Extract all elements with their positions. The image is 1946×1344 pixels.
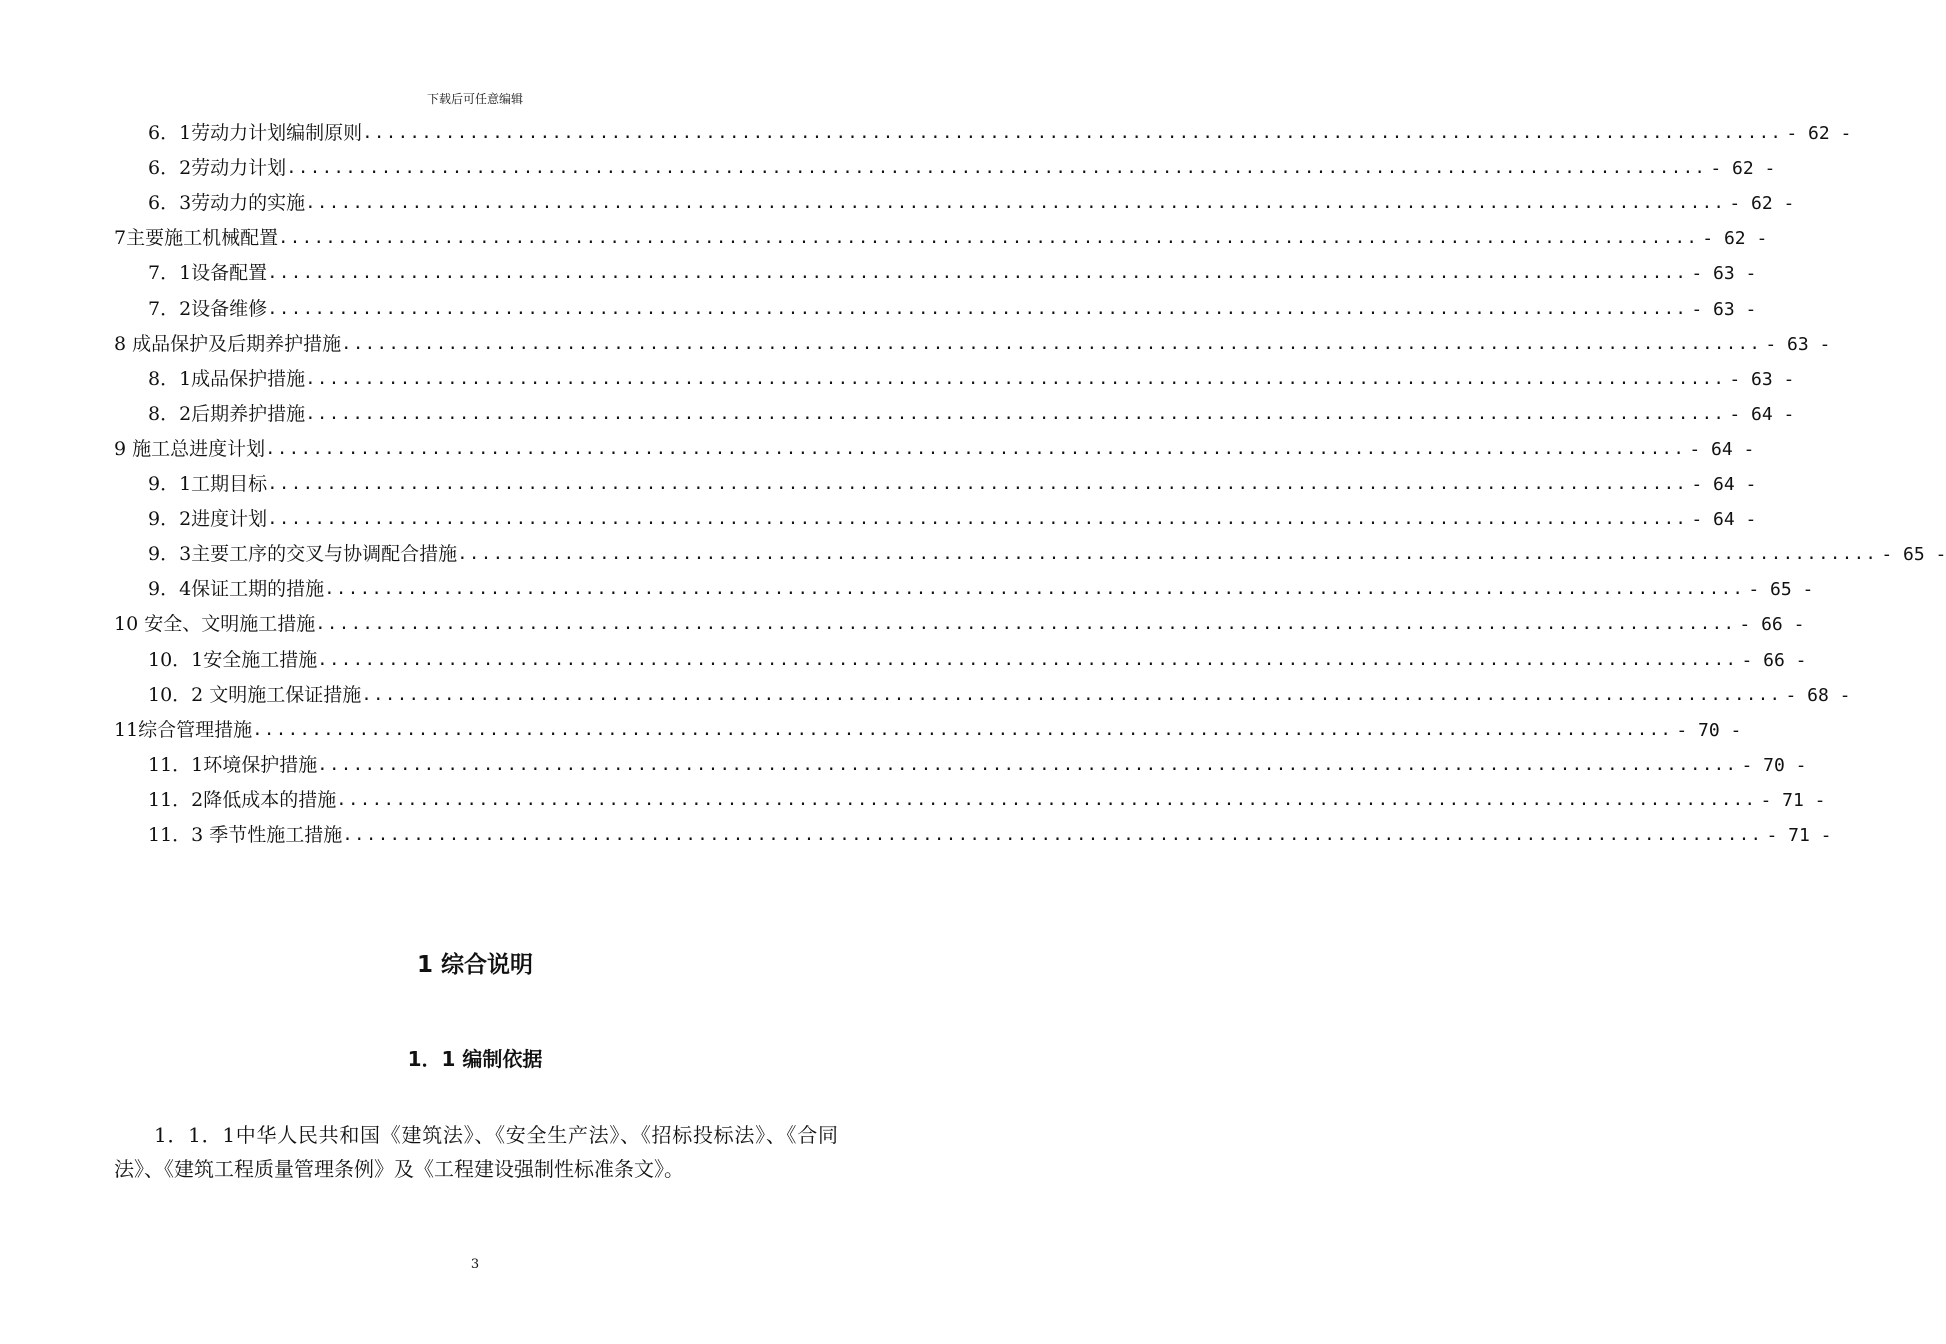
- toc-entry[interactable]: [114, 678, 1851, 713]
- toc-entry[interactable]: [114, 748, 1807, 783]
- toc-entry-page: - 65 -: [1748, 579, 1814, 601]
- toc-entry[interactable]: [114, 467, 1757, 502]
- toc-entry-label: 11．3 季节性施工措施: [148, 823, 343, 846]
- toc-leader-dots: ........................................................................................................................: [267, 474, 1688, 495]
- toc-entry[interactable]: [114, 537, 1946, 572]
- toc-entry-label: 11．1环境保护措施: [148, 753, 318, 776]
- table-of-contents: [114, 116, 1946, 853]
- toc-leader-dots: ........................................................................................................................: [305, 368, 1726, 389]
- toc-entry-page: - 68 -: [1785, 684, 1851, 706]
- toc-entry[interactable]: [114, 432, 1755, 467]
- toc-leader-dots: ........................................................................................................................: [362, 123, 1783, 144]
- toc-leader-dots: ........................................................................................................................: [278, 228, 1699, 249]
- toc-entry-label: 6．1劳动力计划编制原则: [148, 122, 363, 145]
- toc-entry-label: 7．2设备维修: [148, 297, 268, 320]
- toc-leader-dots: ........................................................................................................................: [341, 333, 1762, 354]
- toc-entry-page: - 64 -: [1691, 509, 1757, 531]
- toc-entry-label: 6．3劳动力的实施: [148, 192, 306, 215]
- page-header: 下载后可任意编辑: [426, 92, 523, 106]
- toc-entry[interactable]: [114, 221, 1768, 256]
- toc-entry-label: 8．2后期养护措施: [148, 402, 306, 425]
- toc-entry[interactable]: [114, 818, 1832, 853]
- toc-entry-page: - 62 -: [1786, 123, 1852, 145]
- toc-entry-page: - 62 -: [1710, 158, 1776, 180]
- toc-entry-label: 10．1安全施工措施: [148, 648, 318, 671]
- toc-leader-dots: ........................................................................................................................: [317, 649, 1738, 670]
- toc-leader-dots: ........................................................................................................................: [305, 193, 1726, 214]
- toc-leader-dots: ........................................................................................................................: [305, 403, 1726, 424]
- toc-entry[interactable]: [114, 291, 1757, 326]
- toc-entry-page: - 64 -: [1729, 403, 1795, 425]
- toc-entry-label: 9．1工期目标: [148, 473, 268, 496]
- toc-entry-label: 9 施工总进度计划: [114, 437, 266, 460]
- toc-entry[interactable]: [114, 713, 1742, 748]
- toc-entry[interactable]: [114, 186, 1795, 221]
- toc-entry-page: - 62 -: [1702, 228, 1768, 250]
- toc-leader-dots: ........................................................................................................................: [361, 684, 1782, 705]
- toc-leader-dots: ........................................................................................................................: [265, 438, 1686, 459]
- toc-entry-label: 7．1设备配置: [148, 262, 268, 285]
- toc-entry-label: 8．1成品保护措施: [148, 367, 306, 390]
- toc-entry[interactable]: [114, 642, 1807, 677]
- toc-entry-label: 9．3主要工序的交叉与协调配合措施: [148, 543, 458, 566]
- toc-entry[interactable]: [114, 783, 1826, 818]
- toc-entry-page: - 62 -: [1729, 193, 1795, 215]
- toc-entry-label: 11．2降低成本的措施: [148, 788, 337, 811]
- toc-entry[interactable]: [114, 607, 1805, 642]
- toc-leader-dots: ........................................................................................................................: [286, 158, 1707, 179]
- toc-entry-page: - 64 -: [1691, 474, 1757, 496]
- toc-entry-page: - 63 -: [1691, 263, 1757, 285]
- toc-entry-page: - 71 -: [1766, 824, 1832, 846]
- toc-entry[interactable]: [114, 502, 1757, 537]
- toc-entry-page: - 63 -: [1765, 333, 1831, 355]
- toc-entry-page: - 64 -: [1689, 438, 1755, 460]
- toc-leader-dots: ........................................................................................................................: [317, 754, 1738, 775]
- toc-leader-dots: ........................................................................................................................: [324, 579, 1745, 600]
- toc-entry-label: 9．2进度计划: [148, 508, 268, 531]
- subsection-heading: 1．1 编制依据: [407, 1047, 543, 1071]
- toc-entry-label: 10 安全、文明施工措施: [114, 613, 316, 636]
- toc-leader-dots: ........................................................................................................................: [267, 298, 1688, 319]
- toc-entry-label: 11综合管理措施: [114, 718, 253, 741]
- toc-entry-label: 7主要施工机械配置: [114, 227, 279, 250]
- toc-entry-label: 9．4保证工期的措施: [148, 578, 325, 601]
- toc-entry-page: - 70 -: [1741, 754, 1807, 776]
- toc-entry[interactable]: [114, 362, 1795, 397]
- toc-entry-page: - 66 -: [1741, 649, 1807, 671]
- toc-entry-page: - 63 -: [1691, 298, 1757, 320]
- toc-entry-label: 8 成品保护及后期养护措施: [114, 332, 342, 355]
- toc-entry-page: - 66 -: [1739, 614, 1805, 636]
- toc-entry-label: 6．2劳动力计划: [148, 157, 287, 180]
- toc-leader-dots: ........................................................................................................................: [336, 789, 1757, 810]
- toc-entry-page: - 63 -: [1729, 368, 1795, 390]
- toc-entry[interactable]: [114, 327, 1831, 362]
- body-paragraph: 1．1．1中华人民共和国《建筑法》、《安全生产法》、《招标投标法》、《合同法》、《建筑工程质量管理条例》及《工程建设强制性标准条文》。: [114, 1123, 838, 1181]
- toc-entry[interactable]: [114, 151, 1776, 186]
- toc-entry-page: - 70 -: [1676, 719, 1742, 741]
- toc-leader-dots: ........................................................................................................................: [315, 614, 1736, 635]
- page-number: 3: [470, 1257, 480, 1272]
- toc-leader-dots: ........................................................................................................................: [267, 509, 1688, 530]
- toc-entry-page: - 65 -: [1881, 544, 1946, 566]
- toc-entry[interactable]: [114, 256, 1757, 291]
- toc-leader-dots: ........................................................................................................................: [457, 544, 1878, 565]
- toc-leader-dots: ........................................................................................................................: [267, 263, 1688, 284]
- toc-entry-label: 10．2 文明施工保证措施: [148, 683, 362, 706]
- toc-leader-dots: ........................................................................................................................: [252, 719, 1673, 740]
- toc-entry[interactable]: [114, 572, 1814, 607]
- section-heading: 1 综合说明: [416, 952, 533, 978]
- toc-entry-page: - 71 -: [1760, 789, 1826, 811]
- toc-entry[interactable]: [114, 116, 1852, 151]
- toc-leader-dots: ........................................................................................................................: [342, 824, 1763, 845]
- toc-entry[interactable]: [114, 397, 1795, 432]
